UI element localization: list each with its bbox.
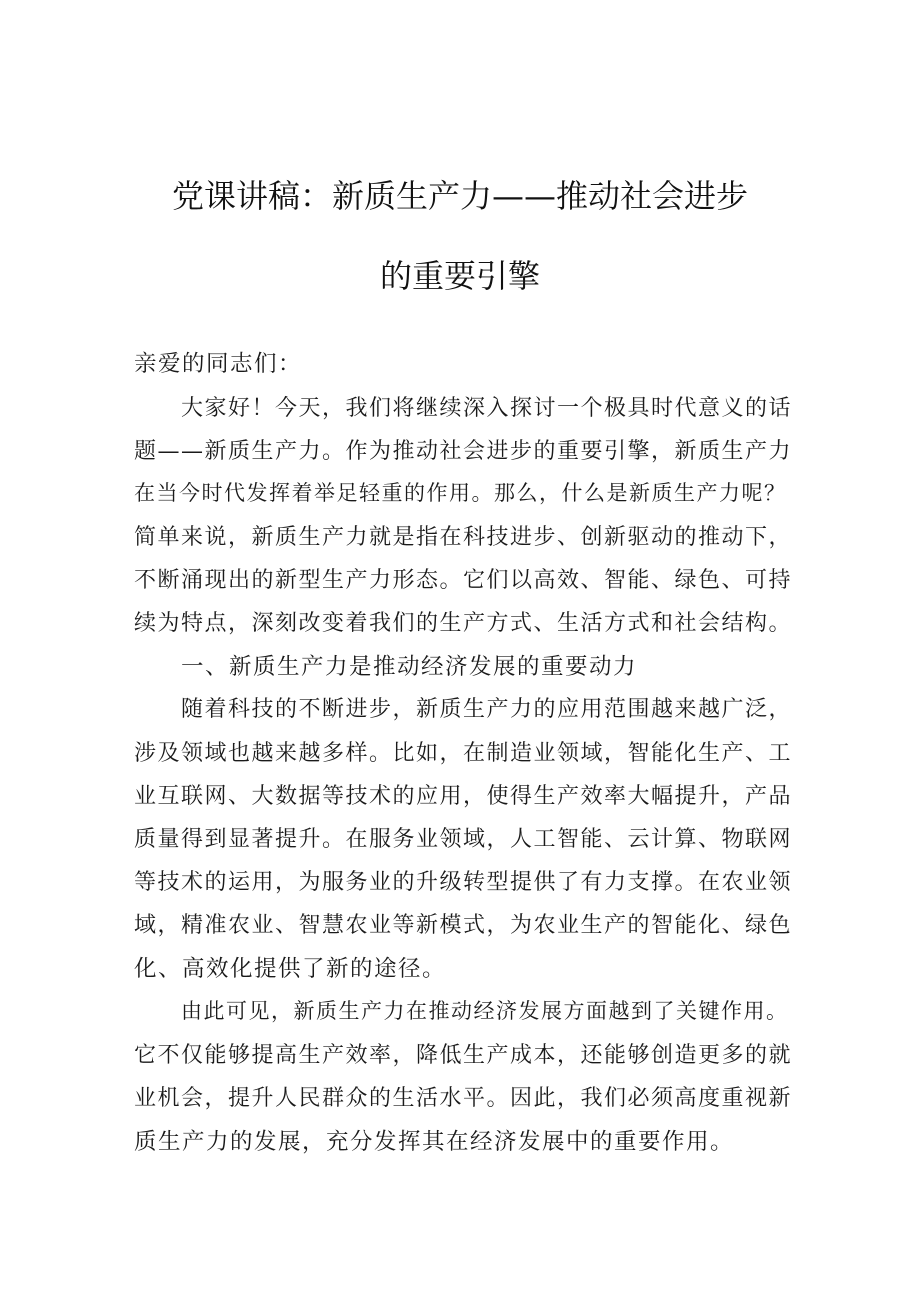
paragraph-line: 化、高效化提供了新的途径。 [134,956,447,982]
section-heading: 一、新质生产力是推动经济发展的重要动力 [181,654,638,680]
paragraph-line: 由此可见，新质生产力在推动经济发展方面越到了关键作用。 [181,999,789,1023]
document-title-line-1: 党课讲稿：新质生产力——推动社会进步 [171,177,748,215]
paragraph-line: 业互联网、大数据等技术的应用，使得生产效率大幅提升，产品 [134,784,793,809]
paragraph-line: 随着科技的不断进步，新质生产力的应用范围越来越广泛， [181,697,793,722]
paragraph-line: 它不仅能够提高生产效率，降低生产成本，还能够创造更多的就 [134,1043,793,1068]
paragraph-line: 题——新质生产力。作为推动社会进步的重要引擎，新质生产力 [134,439,793,464]
paragraph-line: 涉及领域也越来越多样。比如，在制造业领域，智能化生产、工 [134,741,793,766]
paragraph-line: 域，精准农业、智慧农业等新模式，为农业生产的智能化、绿色 [134,913,793,938]
paragraph-line: 质量得到显著提升。在服务业领域，人工智能、云计算、物联网 [134,827,793,852]
paragraph-line: 在当今时代发挥着举足轻重的作用。那么，什么是新质生产力呢？ [134,481,787,505]
paragraph-line: 续为特点，深刻改变着我们的生产方式、生活方式和社会结构。 [134,611,793,636]
paragraph-line: 不断涌现出的新型生产力形态。它们以高效、智能、绿色、可持 [134,568,793,593]
paragraph-line: 质生产力的发展，充分发挥其在经济发展中的重要作用。 [134,1129,735,1155]
paragraph-line: 简单来说，新质生产力就是指在科技进步、创新驱动的推动下， [134,525,793,550]
salutation: 亲爱的同志们： [134,351,303,377]
paragraph-line: 大家好！今天，我们将继续深入探讨一个极具时代意义的话 [181,396,793,421]
paragraph-line: 业机会，提升人民群众的生活水平。因此，我们必须高度重视新 [134,1086,793,1111]
document-title-line-2: 的重要引擎 [379,257,540,295]
paragraph-line: 等技术的运用，为服务业的升级转型提供了有力支撑。在农业领 [134,870,793,895]
